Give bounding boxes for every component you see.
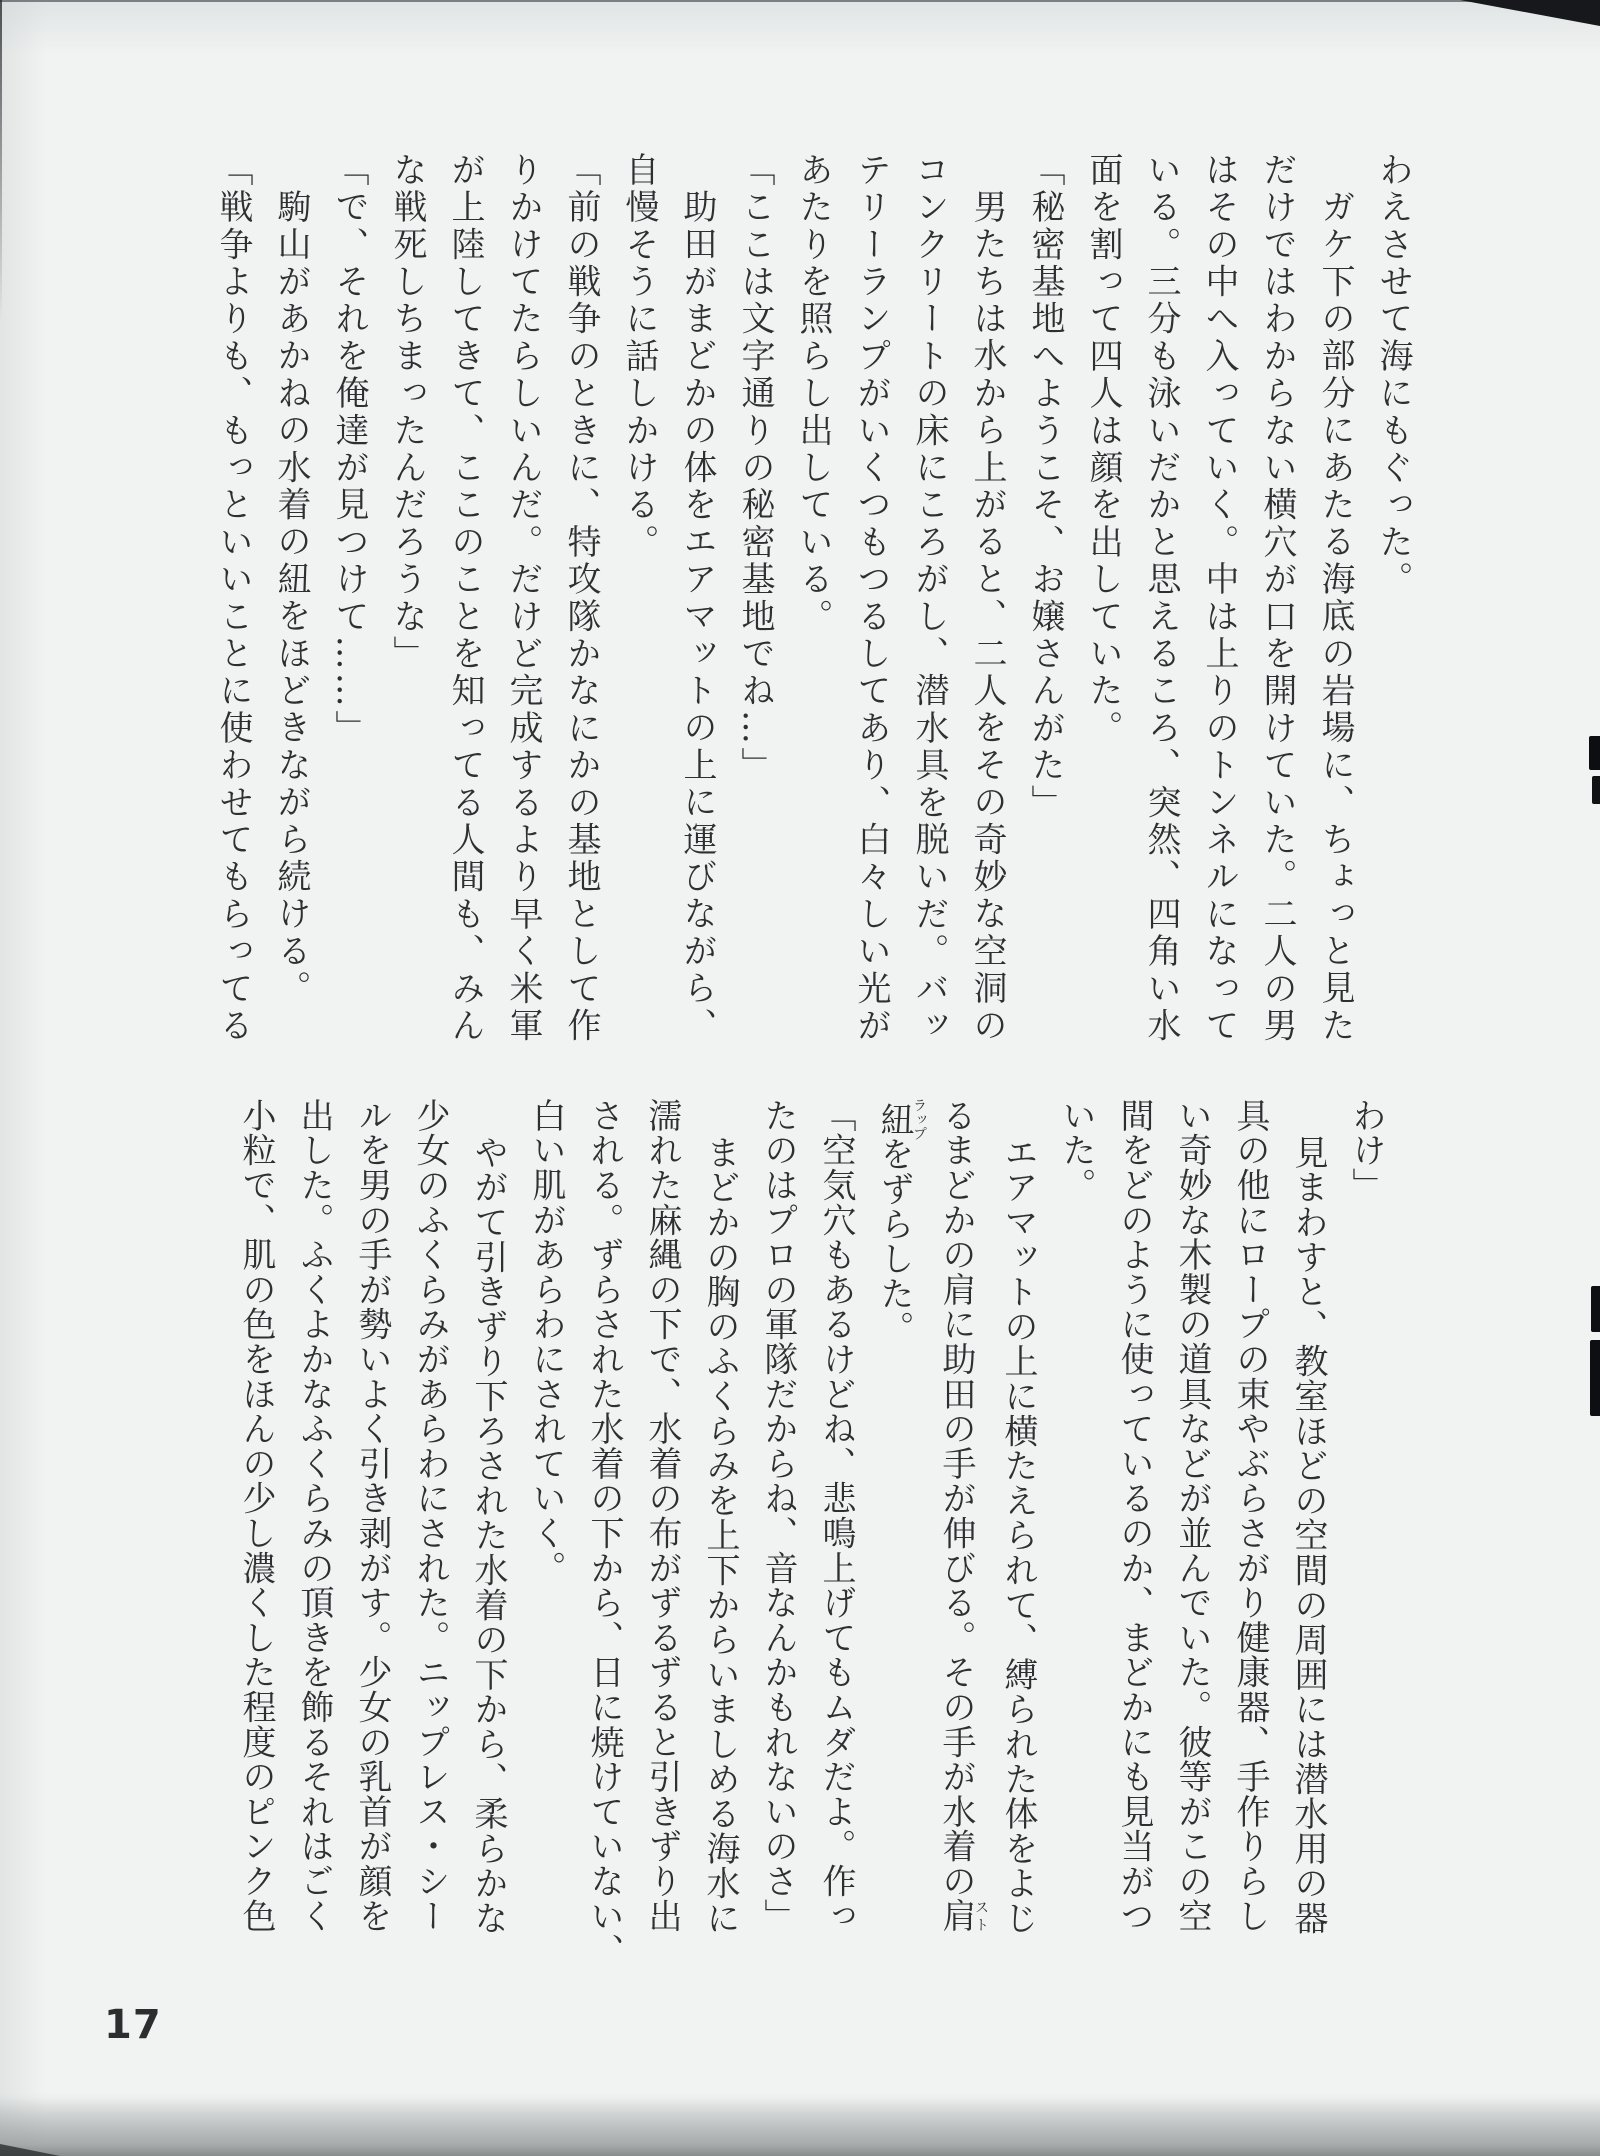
text-column: ガケ下の部分にあたる海底の岩場に、ちょっと見た [1315, 189, 1355, 1045]
text-column: ルを男の手が勢いよく引き剥がす。少女の乳首が顔を [352, 1098, 392, 1934]
text-column: だけではわからない横穴が口を開けていた。二人の男 [1257, 152, 1297, 1045]
text-column: な戦死しちまったんだろうな」 [387, 152, 427, 673]
text-column: 「前の戦争のときに、特攻隊かなにかの基地として作 [561, 152, 601, 1045]
text-column: わけ」 [1346, 1098, 1386, 1203]
scan-artifact-top-edge [0, 0, 1600, 2]
text-column: 小粒で、肌の色をほんの少し濃くした程度のピンク色 [236, 1098, 276, 1934]
text-column: 「で、それを俺達が見つけて……」 [329, 152, 369, 748]
scan-artifact-right-mark [1589, 736, 1600, 770]
text-column: たのはプロの軍隊だからね、音なんかもれないのさ」 [758, 1098, 798, 1934]
furigana-ruby: 肩スト [936, 1898, 989, 1934]
text-column: 助田がまどかの体をエアマットの上に運びながら、 [677, 189, 717, 1045]
text-column: いた。 [1056, 1098, 1096, 1203]
text-column: 自慢そうに話しかける。 [619, 152, 659, 562]
text-column: 紐ラップをずらした。 [874, 1098, 927, 1346]
text-column: が上陸してきて、ここのことを知ってる人間も、みん [445, 152, 485, 1045]
text-column: エアマットの上に横たえられて、縛られた体をよじ [998, 1135, 1038, 1936]
text-column: 出した。ふくよかなふくらみの頂きを飾るそれはごく [294, 1098, 334, 1934]
text-column: わえさせて海にもぐった。 [1373, 152, 1413, 599]
text-column: 駒山があかねの水着の紐をほどきながら続ける。 [271, 189, 311, 1008]
text-column: 「秘密基地へようこそ、お嬢さんがた」 [1025, 152, 1065, 822]
text-column: まどかの胸のふくらみを上下からいましめる海水に [700, 1135, 740, 1936]
text-column: りかけてたらしいんだ。だけど完成するより早く米軍 [503, 152, 543, 1045]
text-column: 少女のふくらみがあらわにされた。ニップレス・シー [410, 1098, 450, 1934]
text-column: はその中へ入っていく。中は上りのトンネルになって [1199, 152, 1239, 1045]
text-column: 具の他にロープの束やぶらさがり健康器、手作りらし [1230, 1098, 1270, 1934]
text-column: やがて引きずり下ろされた水着の下から、柔らかな [468, 1135, 508, 1936]
page-number: 17 [104, 2002, 162, 2048]
text-block-upper [204, 152, 1422, 1057]
scan-artifact-top-right-corner [1460, 0, 1600, 26]
text-column: あたりを照らし出している。 [793, 152, 833, 636]
text-column: 濡れた麻縄の下で、水着の布がずるずると引きずり出 [642, 1098, 682, 1934]
text-column: い奇妙な木製の道具などが並んでいた。彼等がこの空 [1172, 1098, 1212, 1934]
text-column: 見まわすと、教室ほどの空間の周囲には潜水用の器 [1288, 1135, 1328, 1936]
furigana-ruby: 紐ラップ [874, 1098, 927, 1141]
scan-artifact-right-mark [1591, 1286, 1600, 1332]
text-column: テリーランプがいくつもつるしてあり、白々しい光が [851, 152, 891, 1045]
text-block-lower [227, 1098, 1395, 1980]
text-column: 「戦争よりも、もっといいことに使わせてもらってる [213, 152, 253, 1045]
text-column: される。ずらされた水着の下から、日に焼けていない、 [584, 1098, 624, 1968]
text-column: 男たちは水から上がると、二人をその奇妙な空洞の [967, 189, 1007, 1045]
scan-artifact-bottom-shadow [0, 2098, 1600, 2156]
text-column: いる。三分も泳いだかと思えるころ、突然、四角い水 [1141, 152, 1181, 1045]
text-column: るまどかの肩に助田の手が伸びる。その手が水着の肩スト [936, 1098, 989, 1934]
text-column: 白い肌があらわにされていく。 [526, 1098, 566, 1586]
text-column: 面を割って四人は顔を出していた。 [1083, 152, 1123, 748]
scan-artifact-left-edge [0, 0, 2, 320]
text-column: 間をどのように使っているのか、まどかにも見当がつ [1114, 1098, 1154, 1934]
text-column: 「空気穴もあるけどね、悲鳴上げてもムダだよ。作っ [816, 1098, 856, 1934]
scan-artifact-right-mark [1592, 776, 1600, 804]
text-column: 「ここは文字通りの秘密基地でね…」 [735, 152, 775, 785]
scan-artifact-bottom-left-corner [0, 2144, 60, 2156]
text-column: コンクリートの床にころがし、潜水具を脱いだ。バッ [909, 152, 949, 1045]
scan-artifact-right-mark [1590, 1340, 1600, 1416]
